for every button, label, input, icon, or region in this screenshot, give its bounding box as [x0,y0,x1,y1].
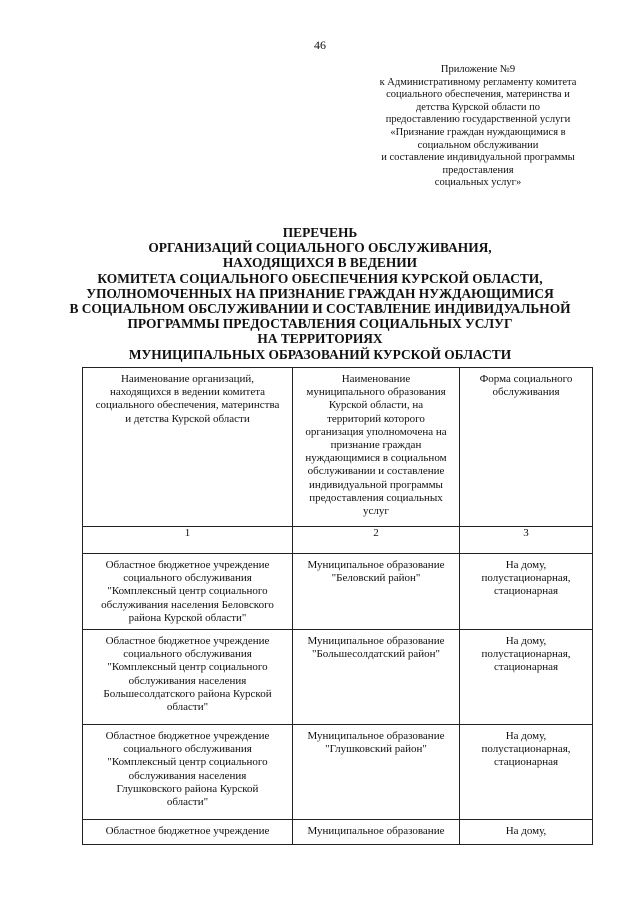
appendix-line: и составление индивидуальной программы [381,152,575,164]
title-line: ПЕРЕЧЕНЬ [282,225,358,240]
header-organization: Наименование организаций, находящихся в ведении комитета социального обеспечения, материнства и детства Курской области [83,368,293,527]
municipality-cell: Муниципальное образование [293,820,460,845]
service-form-cell: На дому, полустационарная, стационарная [460,630,593,725]
document-title [0,225,640,362]
table-row [83,820,593,845]
column-number: 3 [460,527,593,554]
title-line: НА ТЕРРИТОРИЯХ [257,331,383,347]
appendix-line: социальном обслуживании [417,139,539,151]
table-row [83,725,593,820]
title-line: НАХОДЯЩИХСЯ В ВЕДЕНИИ [222,255,418,271]
organization-cell: Областное бюджетное учреждение социального обслуживания "Комплексный центр социального обслуживания населения Глушковского района Курской области" [83,725,293,820]
header-service-form: Форма социального обслуживания [460,368,593,527]
service-form-cell: На дому, [460,820,593,845]
title-line: УПОЛНОМОЧЕННЫХ НА ПРИЗНАНИЕ ГРАЖДАН НУЖДАЮЩИМИСЯ [86,285,554,301]
column-number: 2 [293,527,460,554]
column-number-row [83,527,593,554]
header-municipality: Наименование муниципального образования Курской области, на территорий которого организация уполномочена на признание граждан нуждающимися в социальном обслуживании и составление индивидуальной программы предоставления социальных услуг [293,368,460,527]
table-row [83,630,593,725]
appendix-line: Приложение №9 [440,64,516,75]
organizations-table [82,367,593,845]
organization-cell: Областное бюджетное учреждение социального обслуживания "Комплексный центр социального обслуживания населения Большесолдатского района Курской области" [83,630,293,725]
appendix-line: предоставлению государственной услуги [385,114,571,126]
appendix-line: социальных услуг» [434,177,522,189]
appendix-line: детства Курской области по [415,101,541,113]
appendix-line: «Признание граждан нуждающимися в [390,126,566,138]
appendix-line: социального обеспечения, материнства и [386,89,570,101]
municipality-cell: Муниципальное образование "Большесолдатский район" [293,630,460,725]
appendix-note [358,64,598,190]
service-form-cell: На дому, полустационарная, стационарная [460,725,593,820]
municipality-cell: Муниципальное образование "Беловский район" [293,554,460,630]
appendix-line: к Административному регламенту комитета [379,76,577,88]
page-number: 46 [314,38,326,52]
table-row [83,554,593,630]
title-line: МУНИЦИПАЛЬНЫХ ОБРАЗОВАНИЙ КУРСКОЙ ОБЛАСТИ [128,346,512,362]
title-line: КОМИТЕТА СОЦИАЛЬНОГО ОБЕСПЕЧЕНИЯ КУРСКОЙ ОБЛАСТИ, [97,270,543,286]
municipality-cell: Муниципальное образование "Глушковский район" [293,725,460,820]
title-line: В СОЦИАЛЬНОМ ОБСЛУЖИВАНИИ И СОСТАВЛЕНИЕ ИНДИВИДУАЛЬНОЙ [69,301,571,317]
organization-cell: Областное бюджетное учреждение социального обслуживания "Комплексный центр социального обслуживания населения Беловского района Курской области" [83,554,293,630]
table-header-row [83,368,593,527]
appendix-line: предоставления [442,164,514,176]
column-number: 1 [83,527,293,554]
title-line: ПРОГРАММЫ ПРЕДОСТАВЛЕНИЯ СОЦИАЛЬНЫХ УСЛУГ [127,316,513,332]
organization-cell: Областное бюджетное учреждение [83,820,293,845]
title-line: ОРГАНИЗАЦИЙ СОЦИАЛЬНОГО ОБСЛУЖИВАНИЯ, [148,240,492,256]
service-form-cell: На дому, полустационарная, стационарная [460,554,593,630]
